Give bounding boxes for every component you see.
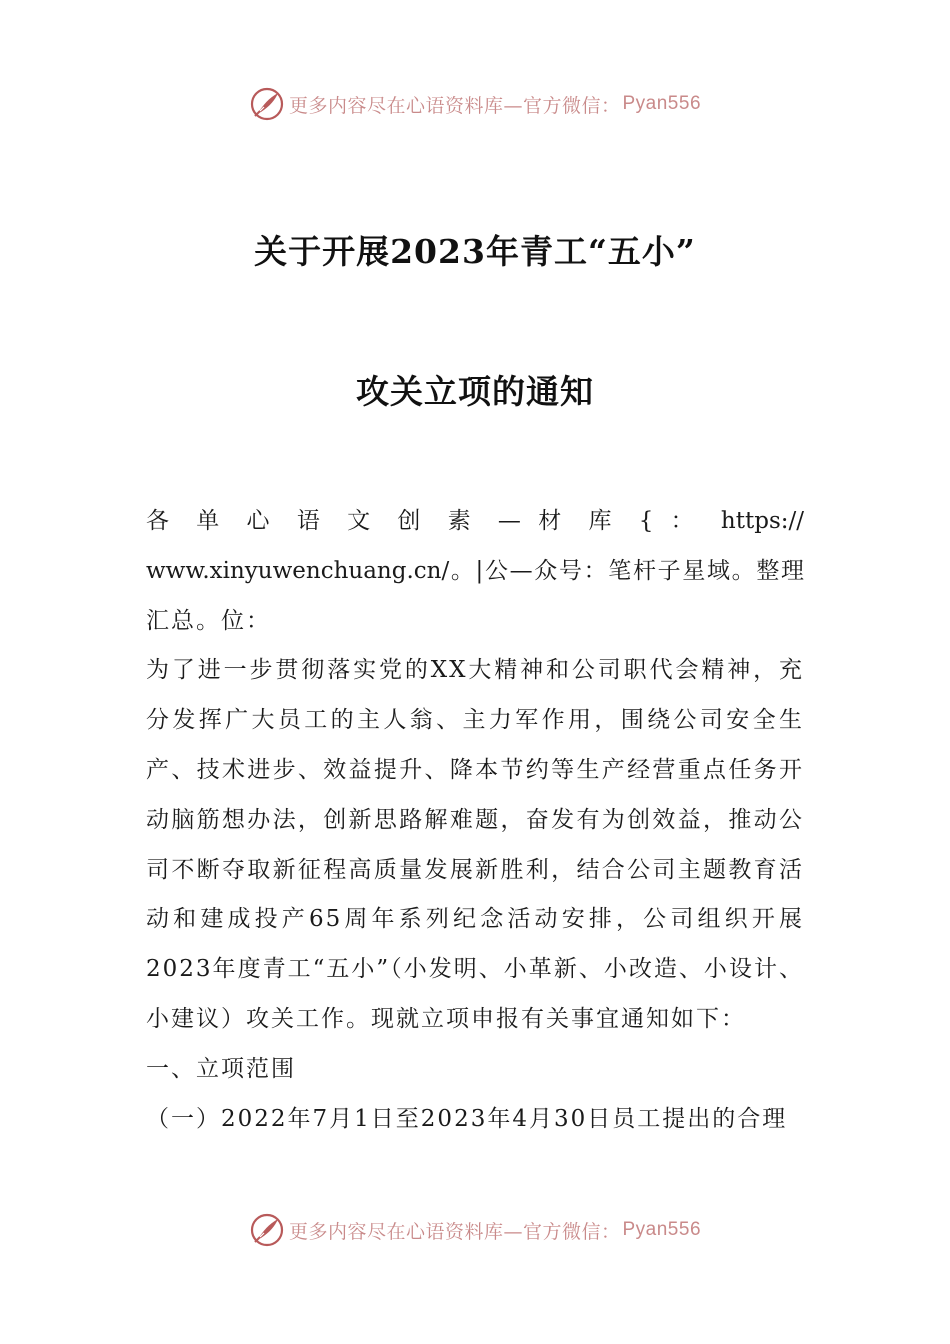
addressee-line2: www.xinyuwenchuang.cn/。|公—众号：笔杆子星域。整理: [146, 557, 804, 584]
watermark-text: 更多内容尽在心语资料库—官方微信：: [288, 1220, 621, 1243]
intro-paragraph: 为了进一步贯彻落实党的XX大精神和公司职代会精神，充分发挥广大员工的主人翁、主力军作用，围绕公司安全生产、技术进步、效益提升、降本节约等生产经营重点任务开动脑筋想办法，创新思路解难题，奋发有为创效益，推动公司不断夺取新征程高质量发展新胜利，结合公司主题教育活动和建成投产65周年系列纪念活动安排，公司组织开展2023年度青工“五小”（小发明、小革新、小改造、小设计、小建议）攻关工作。现就立项申报有关事宜通知如下：: [146, 657, 804, 1032]
header-watermark: [0, 84, 950, 124]
quill-pen-logo-icon: [249, 86, 285, 122]
addressee-line1: 各 单 心 语 文 创 素 — 材 库 { ： https://: [146, 508, 804, 534]
section1-item1: （一）2022年7月1日至2023年4月30日员工提出的合理: [146, 1105, 788, 1132]
document-title-line1: 关于开展2023年青工“五小”: [254, 232, 696, 271]
quill-pen-logo-icon: [249, 1212, 285, 1248]
watermark-text: 更多内容尽在心语资料库—官方微信：: [288, 94, 621, 117]
document-title-line2: 攻关立项的通知: [356, 372, 594, 411]
watermark-account: Pyan556: [622, 93, 702, 114]
watermark-account: Pyan556: [622, 1219, 702, 1240]
footer-watermark: [0, 1210, 950, 1250]
addressee-line3: 汇总。位：: [146, 607, 271, 634]
document-body: [146, 497, 804, 1144]
section1-heading: 一、立项范围: [146, 1055, 296, 1082]
